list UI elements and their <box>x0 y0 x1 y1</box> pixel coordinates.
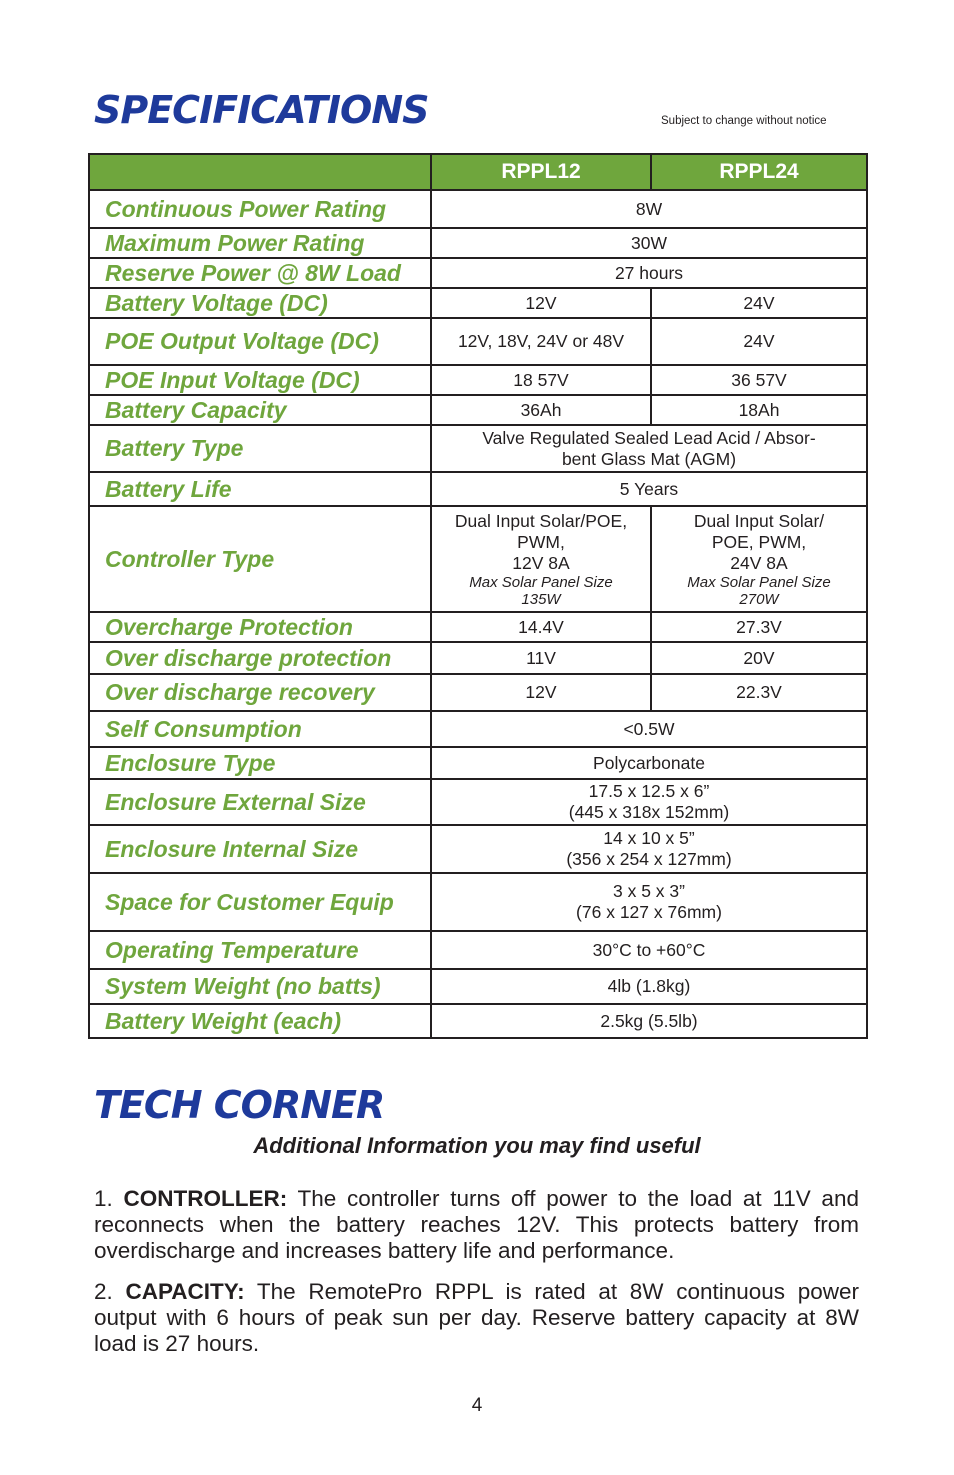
row-label: Continuous Power Rating <box>89 190 431 228</box>
table-row <box>89 1004 867 1038</box>
item-number: 2. <box>94 1279 113 1304</box>
tech-corner-subtitle: Additional Information you may find useful <box>253 1133 701 1158</box>
row-label: Over discharge protection <box>89 642 431 674</box>
value-line: 17.5 x 12.5 x 6” <box>588 781 710 801</box>
row-label: Battery Type <box>89 425 431 472</box>
row-value-rppl12: 12V <box>431 288 651 318</box>
row-label: Enclosure External Size <box>89 779 431 825</box>
row-value: 27 hours <box>431 258 867 288</box>
row-value: 30W <box>431 228 867 258</box>
header-label-cell <box>89 154 431 190</box>
row-value <box>431 825 867 873</box>
table-row <box>89 674 867 711</box>
table-row <box>89 612 867 642</box>
row-value-rppl12: 12V <box>431 674 651 711</box>
value-line: Dual Input Solar/POE, <box>454 510 628 531</box>
item-text: The controller turns off power to the load at 11V and reconnects when the battery reaches 12V. This protects battery from overdischarge and increases battery life and performance. <box>94 1186 859 1263</box>
table-row <box>89 873 867 931</box>
table-row <box>89 472 867 506</box>
header-rppl12: RPPL12 <box>431 154 651 190</box>
item-heading: CAPACITY: <box>125 1279 245 1304</box>
change-notice: Subject to change without notice <box>661 115 827 127</box>
table-row <box>89 318 867 365</box>
tech-corner-title: TECH CORNER <box>94 1083 385 1127</box>
table-row <box>89 931 867 969</box>
row-value-rppl12 <box>431 506 651 612</box>
row-value-rppl24: 36 57V <box>651 365 867 395</box>
table-row <box>89 506 867 612</box>
row-label: Battery Capacity <box>89 395 431 425</box>
row-label: Over discharge recovery <box>89 674 431 711</box>
table-row <box>89 258 867 288</box>
row-label: Battery Voltage (DC) <box>89 288 431 318</box>
table-row <box>89 425 867 472</box>
row-value-rppl12: 14.4V <box>431 612 651 642</box>
value-note: Max Solar Panel Size <box>469 573 613 591</box>
value-line: POE, PWM, <box>711 531 807 552</box>
value-line: PWM, <box>517 531 565 552</box>
row-value-rppl12: 12V, 18V, 24V or 48V <box>431 318 651 365</box>
value-line: 24V 8A <box>730 552 788 573</box>
value-note: 135W <box>521 590 561 608</box>
row-value <box>431 425 867 472</box>
value-line: (76 x 127 x 76mm) <box>576 902 722 922</box>
value-line: 14 x 10 x 5” <box>603 828 695 848</box>
specifications-table <box>88 153 868 1039</box>
row-value-rppl12: 11V <box>431 642 651 674</box>
row-value <box>431 873 867 931</box>
table-row <box>89 747 867 779</box>
value-note: Max Solar Panel Size <box>687 573 831 591</box>
row-value-rppl24: 18Ah <box>651 395 867 425</box>
row-label: Battery Life <box>89 472 431 506</box>
table-header-row <box>89 154 867 190</box>
row-label: POE Input Voltage (DC) <box>89 365 431 395</box>
tech-item <box>94 1186 859 1264</box>
item-text: The RemotePro RPPL is rated at 8W continuous power output with 6 hours of peak sun per day. Reserve battery capacity at 8W load is 27 hours. <box>94 1279 859 1356</box>
value-line: 12V 8A <box>512 552 570 573</box>
item-heading: CONTROLLER: <box>123 1186 288 1211</box>
row-value <box>431 779 867 825</box>
row-value-rppl24: 24V <box>651 318 867 365</box>
tech-item <box>94 1279 859 1357</box>
value-line: bent Glass Mat (AGM) <box>561 448 737 469</box>
row-label: Self Consumption <box>89 711 431 747</box>
row-value-rppl24: 24V <box>651 288 867 318</box>
table-row <box>89 969 867 1004</box>
row-label: Maximum Power Rating <box>89 228 431 258</box>
row-value: 2.5kg (5.5lb) <box>431 1004 867 1038</box>
row-label: Overcharge Protection <box>89 612 431 642</box>
row-label: Enclosure Internal Size <box>89 825 431 873</box>
value-note: 270W <box>739 590 779 608</box>
specifications-title: SPECIFICATIONS <box>94 88 429 132</box>
row-value: 8W <box>431 190 867 228</box>
table-row <box>89 825 867 873</box>
value-line: 3 x 5 x 3” <box>613 881 685 901</box>
row-value-rppl12: 36Ah <box>431 395 651 425</box>
row-value-rppl24: 22.3V <box>651 674 867 711</box>
value-line: (356 x 254 x 127mm) <box>566 849 732 869</box>
row-value: 4lb (1.8kg) <box>431 969 867 1004</box>
table-row <box>89 642 867 674</box>
table-row <box>89 779 867 825</box>
row-value: 30°C to +60°C <box>431 931 867 969</box>
row-label: Space for Customer Equip <box>89 873 431 931</box>
row-label: System Weight (no batts) <box>89 969 431 1004</box>
row-value: 5 Years <box>431 472 867 506</box>
value-line: Valve Regulated Sealed Lead Acid / Absor- <box>482 427 816 448</box>
table-row <box>89 365 867 395</box>
row-label: Reserve Power @ 8W Load <box>89 258 431 288</box>
row-value-rppl12: 18 57V <box>431 365 651 395</box>
value-line: (445 x 318x 152mm) <box>568 802 730 822</box>
table-row <box>89 395 867 425</box>
row-value: Polycarbonate <box>431 747 867 779</box>
row-label: Enclosure Type <box>89 747 431 779</box>
value-line: Dual Input Solar/ <box>693 510 825 531</box>
row-label: Operating Temperature <box>89 931 431 969</box>
table-row <box>89 190 867 228</box>
row-value: <0.5W <box>431 711 867 747</box>
table-row <box>89 288 867 318</box>
row-label: POE Output Voltage (DC) <box>89 318 431 365</box>
row-label: Controller Type <box>89 506 431 612</box>
header-rppl24: RPPL24 <box>651 154 867 190</box>
table-row <box>89 228 867 258</box>
item-number: 1. <box>94 1186 113 1211</box>
row-value-rppl24 <box>651 506 867 612</box>
page-number: 4 <box>471 1395 483 1416</box>
table-row <box>89 711 867 747</box>
row-label: Battery Weight (each) <box>89 1004 431 1038</box>
row-value-rppl24: 20V <box>651 642 867 674</box>
row-value-rppl24: 27.3V <box>651 612 867 642</box>
